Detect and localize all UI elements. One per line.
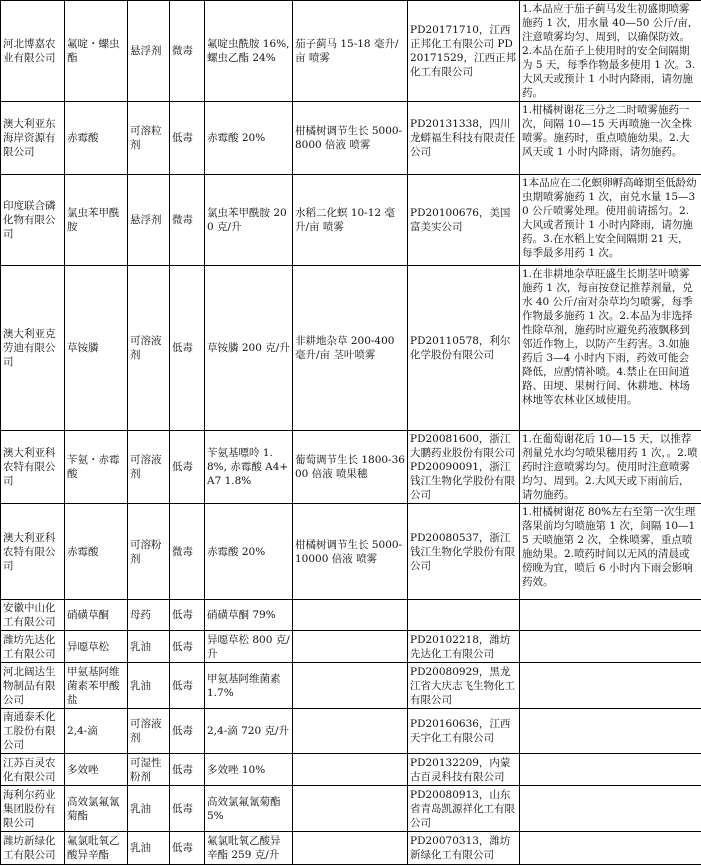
- instructions-cell: 1.柑橘树谢花 80%左右至第一次生理落果前均匀喷施第 1 次，间隔 10—15 天喷施第 2 次，全株喷雾，重点喷施幼果。2.喷药时间以无风的清晨或傍晚为宜，喷后 6 小时内下雨会影响药效。: [520, 504, 701, 600]
- registration-cell: PD20160636，江西天宇化工有限公司: [408, 709, 520, 754]
- ingredient-cell: 异噁草松 800 克/升: [205, 631, 293, 663]
- product-cell: 2,4-滴: [65, 709, 128, 754]
- table-row: [1, 631, 701, 663]
- instructions-cell: [520, 663, 701, 709]
- instructions-cell: [520, 786, 701, 832]
- ingredient-cell: 多效唑 10%: [205, 754, 293, 786]
- ingredient-cell: 草铵膦 200 克/升: [205, 266, 293, 431]
- formulation-cell: 可溶液剂: [128, 709, 170, 754]
- usage-cell: [293, 786, 408, 832]
- ingredient-cell: 2,4-滴 720 克/升: [205, 709, 293, 754]
- toxicity-cell: 低毒: [170, 663, 205, 709]
- registration-cell: PD20100676，美国富美实公司: [408, 175, 520, 266]
- formulation-cell: 母药: [128, 600, 170, 631]
- product-cell: 硝磺草酮: [65, 600, 128, 631]
- company-cell: 安徽中山化工有限公司: [1, 600, 65, 631]
- formulation-cell: 可溶液剂: [128, 266, 170, 431]
- registration-cell: PD20171710，江西正邦化工有限公司 PD20171529，江西正邦化工有限公司: [408, 1, 520, 102]
- company-cell: 澳大利亚东海岸资源有限公司: [1, 102, 65, 175]
- table-row: [1, 754, 701, 786]
- toxicity-cell: 低毒: [170, 832, 205, 865]
- registration-cell: PD20132209，内蒙古百灵科技有限公司: [408, 754, 520, 786]
- registration-cell: PD20070313，潍坊新绿化工有限公司: [408, 832, 520, 865]
- product-cell: 氟啶・螺虫酯: [65, 1, 128, 102]
- product-cell: 异噁草松: [65, 631, 128, 663]
- instructions-cell: [520, 754, 701, 786]
- formulation-cell: 乳油: [128, 631, 170, 663]
- instructions-cell: 1.在非耕地杂草旺盛生长期茎叶喷雾施药 1 次，每亩按登记推荐剂量，兑水 40 公斤/亩对杂草均匀喷雾，每季作物最多施药 1 次。2.本品为非选择性除草剂，施药时应避免药液飘移到邻近作物上，以防产生药害。3.如施药后 3—4 小时内下雨，药效可能会降低，应酌情补喷。4.禁止在田间道路、田埂、果树行间、休耕地、林场林地等农林业区域使用。: [520, 266, 701, 431]
- product-cell: 氯虫苯甲酰胺: [65, 175, 128, 266]
- formulation-cell: 可溶液剂: [128, 431, 170, 504]
- usage-cell: [293, 600, 408, 631]
- company-cell: 印度联合磷化物有限公司: [1, 175, 65, 266]
- formulation-cell: 乳油: [128, 786, 170, 832]
- ingredient-cell: 氟啶虫酰胺 16%, 螺虫乙酯 24%: [205, 1, 293, 102]
- company-cell: 澳大利亚科农特有限公司: [1, 431, 65, 504]
- formulation-cell: 可溶粉剂: [128, 504, 170, 600]
- formulation-cell: 悬浮剂: [128, 1, 170, 102]
- usage-cell: [293, 832, 408, 865]
- toxicity-cell: 低毒: [170, 266, 205, 431]
- instructions-cell: [520, 600, 701, 631]
- registration-cell: PD20080537，浙江钱江生物化学股份有限公司: [408, 504, 520, 600]
- toxicity-cell: 低毒: [170, 709, 205, 754]
- registration-cell: PD20102218，潍坊先达化工有限公司: [408, 631, 520, 663]
- toxicity-cell: 低毒: [170, 102, 205, 175]
- product-cell: 多效唑: [65, 754, 128, 786]
- toxicity-cell: 微毒: [170, 504, 205, 600]
- instructions-cell: 1本品应在二化螟卵孵高峰期至低龄幼虫期喷雾施药 1 次，亩兑水量 15—30 公斤喷雾处理。使用前请摇匀。2.大风或者预计 1 小时内降雨，请勿施药。3.在水稻上安全间隔期 21 天，每季最多用药 1 次。: [520, 175, 701, 266]
- usage-cell: [293, 754, 408, 786]
- usage-cell: [293, 663, 408, 709]
- company-cell: 河北博嘉农业有限公司: [1, 1, 65, 102]
- ingredient-cell: 苄氨基嘌呤 1.8%, 赤霉酸 A4+A7 1.8%: [205, 431, 293, 504]
- company-cell: 海利尔药业集团股份有限公司: [1, 786, 65, 832]
- company-cell: 潍坊先达化工有限公司: [1, 631, 65, 663]
- ingredient-cell: 硝磺草酮 79%: [205, 600, 293, 631]
- formulation-cell: 可湿性粉剂: [128, 754, 170, 786]
- ingredient-cell: 氯虫苯甲酰胺 200 克/升: [205, 175, 293, 266]
- usage-cell: 非耕地杂草 200-400 毫升/亩 茎叶喷雾: [293, 266, 408, 431]
- table-row: [1, 1, 701, 102]
- usage-cell: 水稻二化螟 10-12 毫升/亩 喷雾: [293, 175, 408, 266]
- toxicity-cell: 低毒: [170, 631, 205, 663]
- table-row: [1, 786, 701, 832]
- usage-cell: [293, 631, 408, 663]
- toxicity-cell: 微毒: [170, 175, 205, 266]
- company-cell: 澳大利亚科农特有限公司: [1, 504, 65, 600]
- toxicity-cell: 低毒: [170, 754, 205, 786]
- table-row: [1, 431, 701, 504]
- registration-cell: PD20080913，山东省青岛凯源祥化工有限公司: [408, 786, 520, 832]
- company-cell: 澳大利亚克劳迪有限公司: [1, 266, 65, 431]
- table-row: [1, 266, 701, 431]
- instructions-cell: [520, 709, 701, 754]
- instructions-cell: 1.本品应于茄子蓟马发生初盛期喷雾施药 1 次，用水量 40—50 公斤/亩，注意喷雾均匀、周到，以确保防效。2.本品在茄子上使用时的安全间隔期为 5 天，每季作物最多使用 1 次。3.大风天或预计 1 小时内降雨，请勿施药。: [520, 1, 701, 102]
- usage-cell: [293, 709, 408, 754]
- ingredient-cell: 赤霉酸 20%: [205, 504, 293, 600]
- table-row: [1, 600, 701, 631]
- formulation-cell: 悬浮剂: [128, 175, 170, 266]
- table-row: [1, 175, 701, 266]
- table-row: [1, 832, 701, 865]
- ingredient-cell: 甲氨基阿维菌素 1.7%: [205, 663, 293, 709]
- product-cell: 赤霉酸: [65, 102, 128, 175]
- ingredient-cell: 赤霉酸 20%: [205, 102, 293, 175]
- company-cell: 河北阔达生物制品有限公司: [1, 663, 65, 709]
- table-row: [1, 504, 701, 600]
- instructions-cell: [520, 631, 701, 663]
- formulation-cell: 乳油: [128, 832, 170, 865]
- usage-cell: 柑橘树调节生长 5000-8000 倍液 喷雾: [293, 102, 408, 175]
- product-cell: 苄氨・赤霉酸: [65, 431, 128, 504]
- toxicity-cell: 低毒: [170, 786, 205, 832]
- table-row: [1, 102, 701, 175]
- registration-cell: [408, 600, 520, 631]
- instructions-cell: 1.柑橘树谢花三分之二时喷雾施药一次，间隔 10—15 天再喷施一次全株喷雾。施药时，重点喷施幼果。2.大风天或 1 小时内降雨，请勿施药。: [520, 102, 701, 175]
- table-row: [1, 663, 701, 709]
- usage-cell: 茄子蓟马 15-18 毫升/亩 喷雾: [293, 1, 408, 102]
- registration-cell: PD20131338，四川龙蟒福生科技有限责任公司: [408, 102, 520, 175]
- product-cell: 赤霉酸: [65, 504, 128, 600]
- product-cell: 草铵膦: [65, 266, 128, 431]
- product-cell: 甲氨基阿维菌素苯甲酸盐: [65, 663, 128, 709]
- registration-cell: PD20110578，利尔化学股份有限公司: [408, 266, 520, 431]
- registration-cell: PD20080929，黑龙江省大庆志飞生物化工有限公司: [408, 663, 520, 709]
- ingredient-cell: 氟氯吡氧乙酸异辛酯 259 克/升: [205, 832, 293, 865]
- formulation-cell: 可溶粒剂: [128, 102, 170, 175]
- product-cell: 高效氯氟氰菊酯: [65, 786, 128, 832]
- toxicity-cell: 低毒: [170, 600, 205, 631]
- table-row: [1, 709, 701, 754]
- company-cell: 潍坊新绿化工有限公司: [1, 832, 65, 865]
- company-cell: 南通泰禾化工股份有限公司: [1, 709, 65, 754]
- instructions-cell: 1.在葡萄谢花后 10—15 天，以推荐剂量兑水均匀喷果穗用药 1 次，。2.喷药时注意喷雾均匀。使用时注意喷雾均匀、周到。2.大风天或下雨前后，请勿施药。: [520, 431, 701, 504]
- usage-cell: 柑橘树调节生长 5000-10000 倍液 喷雾: [293, 504, 408, 600]
- company-cell: 江苏百灵农化有限公司: [1, 754, 65, 786]
- formulation-cell: 乳油: [128, 663, 170, 709]
- instructions-cell: [520, 832, 701, 865]
- toxicity-cell: 微毒: [170, 1, 205, 102]
- toxicity-cell: 低毒: [170, 431, 205, 504]
- registration-cell: PD20081600，浙江大鹏药业股份有限公司 PD20090091，浙江钱江生物化学股份有限公司: [408, 431, 520, 504]
- ingredient-cell: 高效氯氟氰菊酯 5%: [205, 786, 293, 832]
- product-cell: 氟氯吡氧乙酸异辛酯: [65, 832, 128, 865]
- usage-cell: 葡萄调节生长 1800-3600 倍液 喷果穗: [293, 431, 408, 504]
